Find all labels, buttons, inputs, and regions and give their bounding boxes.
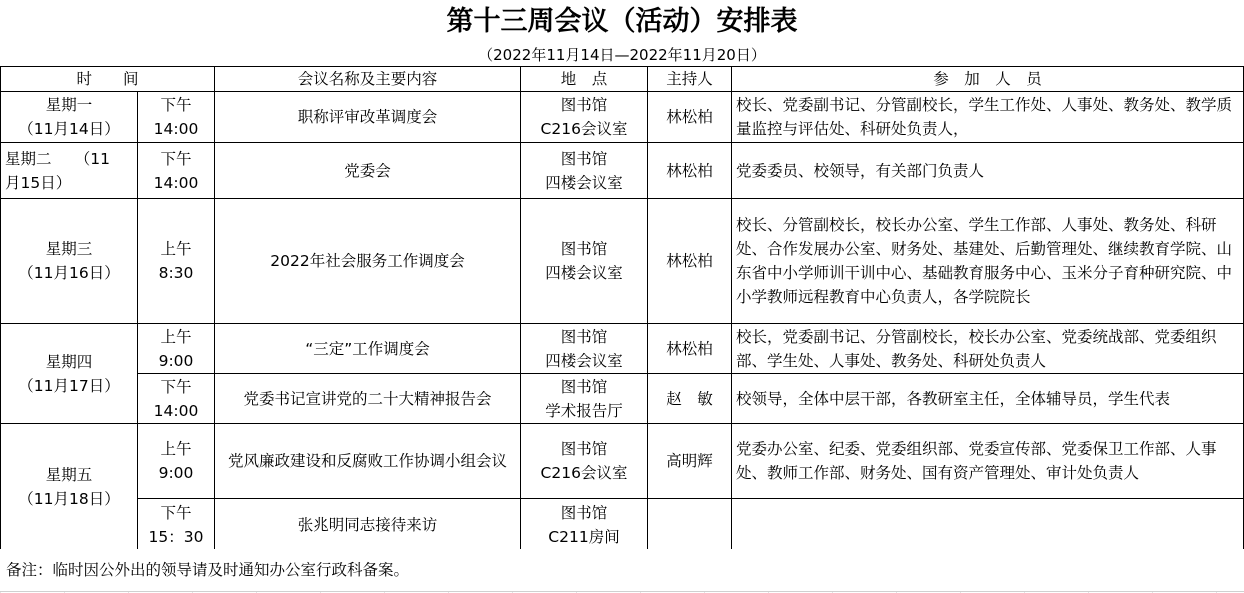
day-cell — [1, 199, 138, 324]
host-cell: 赵 敏 — [648, 374, 732, 424]
host-cell: 林松柏 — [648, 199, 732, 324]
header-time: 时 间 — [1, 67, 215, 92]
header-attendees: 参 加 人 员 — [732, 67, 1244, 92]
day-cell — [1, 92, 138, 143]
place-building: 图书馆 — [560, 377, 608, 396]
table-row — [1, 199, 1244, 324]
footer-note-row — [0, 549, 1244, 592]
day-date: （11月16日） — [18, 264, 120, 282]
time-cell — [138, 374, 215, 424]
date-range: （2022年11月14日—2022年11月20日） — [0, 44, 1244, 66]
time-cell — [138, 424, 215, 499]
time-clock: 14:00 — [153, 173, 199, 192]
day-date: 月15日） — [5, 173, 72, 192]
header-row — [1, 67, 1244, 92]
place-room: 学术报告厅 — [545, 401, 623, 420]
day-date: （11月14日） — [18, 120, 120, 138]
header-place: 地 点 — [521, 67, 648, 92]
place-room: 四楼会议室 — [545, 264, 623, 282]
place-cell — [521, 374, 648, 424]
time-cell — [138, 143, 215, 199]
page-title: 第十三周会议（活动）安排表 — [0, 0, 1244, 44]
header-content: 会议名称及主要内容 — [215, 67, 521, 92]
meeting-content: 2022年社会服务工作调度会 — [215, 199, 521, 324]
table-row — [1, 424, 1244, 499]
place-cell — [521, 143, 648, 199]
meeting-content: 张兆明同志接待来访 — [215, 499, 521, 551]
meeting-content: 党风廉政建设和反腐败工作协调小组会议 — [215, 424, 521, 499]
day-date: （11月18日） — [18, 490, 120, 508]
time-clock: 9:00 — [158, 464, 194, 482]
attendees-cell: 校长、分管副校长，校长办公室、学生工作部、人事处、教务处、科研处、合作发展办公室、财务处、基建处、后勤管理处、继续教育学院、山东省中小学师训干训中心、基础教育服务中心、玉米分子育种研究院、中小学教师远程教育中心负责人，各学院院长 — [732, 199, 1244, 324]
place-cell — [521, 324, 648, 374]
attendees-cell — [732, 499, 1244, 551]
meeting-content: 党委会 — [215, 143, 521, 199]
host-cell: 高明辉 — [648, 424, 732, 499]
time-clock: 8:30 — [158, 264, 194, 282]
time-period: 上午 — [160, 327, 192, 346]
time-period: 上午 — [160, 440, 192, 458]
time-clock: 9:00 — [158, 351, 194, 370]
place-room: C216会议室 — [540, 120, 628, 138]
place-building: 图书馆 — [560, 503, 608, 522]
place-cell — [521, 424, 648, 499]
time-cell — [138, 499, 215, 551]
host-cell: 林松柏 — [648, 143, 732, 199]
table-row — [1, 374, 1244, 424]
attendees-cell: 校长，党委副书记、分管副校长，校长办公室、党委统战部、党委组织部、学生处、人事处、教务处、科研处负责人 — [732, 324, 1244, 374]
place-building: 图书馆 — [560, 440, 608, 458]
day-cell — [1, 324, 138, 424]
place-cell — [521, 92, 648, 143]
host-cell: 林松柏 — [648, 324, 732, 374]
time-cell — [138, 324, 215, 374]
time-period: 下午 — [160, 96, 192, 114]
place-room: 四楼会议室 — [545, 351, 623, 370]
day-cell — [1, 424, 138, 551]
day-name: 星期四 — [45, 352, 93, 371]
time-clock: 14:00 — [153, 120, 199, 138]
day-date: （11月17日） — [18, 376, 120, 395]
place-cell — [521, 499, 648, 551]
table-row — [1, 324, 1244, 374]
header-host: 主持人 — [648, 67, 732, 92]
meeting-content: 党委书记宣讲党的二十大精神报告会 — [215, 374, 521, 424]
day-name: 星期二 （11 — [5, 149, 110, 168]
table-row — [1, 499, 1244, 551]
attendees-cell: 校长、党委副书记、分管副校长，学生工作处、人事处、教务处、教学质量监控与评估处、科研处负责人， — [732, 92, 1244, 143]
time-period: 下午 — [160, 149, 192, 168]
host-cell: 林松柏 — [648, 92, 732, 143]
place-building: 图书馆 — [560, 149, 608, 168]
table-row — [1, 143, 1244, 199]
attendees-cell: 党委办公室、纪委、党委组织部、党委宣传部、党委保卫工作部、人事处、教师工作部、财务处、国有资产管理处、审计处负责人 — [732, 424, 1244, 499]
place-building: 图书馆 — [560, 96, 608, 114]
place-building: 图书馆 — [560, 327, 608, 346]
place-room: C216会议室 — [540, 464, 628, 482]
meeting-content: “三定”工作调度会 — [215, 324, 521, 374]
time-cell — [138, 199, 215, 324]
time-period: 下午 — [160, 503, 192, 522]
table-row — [1, 92, 1244, 143]
meeting-content: 职称评审改革调度会 — [215, 92, 521, 143]
place-building: 图书馆 — [560, 240, 608, 258]
host-cell — [648, 499, 732, 551]
attendees-cell: 党委委员、校领导，有关部门负责人 — [732, 143, 1244, 199]
place-room: C211房间 — [548, 527, 620, 546]
day-name: 星期五 — [45, 466, 93, 484]
time-cell — [138, 92, 215, 143]
place-room: 四楼会议室 — [545, 173, 623, 192]
schedule-table — [0, 66, 1244, 551]
day-name: 星期一 — [45, 96, 93, 114]
attendees-cell: 校领导，全体中层干部，各教研室主任，全体辅导员，学生代表 — [732, 374, 1244, 424]
time-period: 上午 — [160, 240, 192, 258]
time-period: 下午 — [160, 377, 192, 396]
time-clock: 14:00 — [153, 401, 199, 420]
footer-note: 备注：临时因公外出的领导请及时通知办公室行政科备案。 — [6, 561, 410, 579]
time-clock: 15：30 — [148, 527, 204, 546]
place-cell — [521, 199, 648, 324]
day-cell — [1, 143, 138, 199]
day-name: 星期三 — [45, 240, 93, 258]
